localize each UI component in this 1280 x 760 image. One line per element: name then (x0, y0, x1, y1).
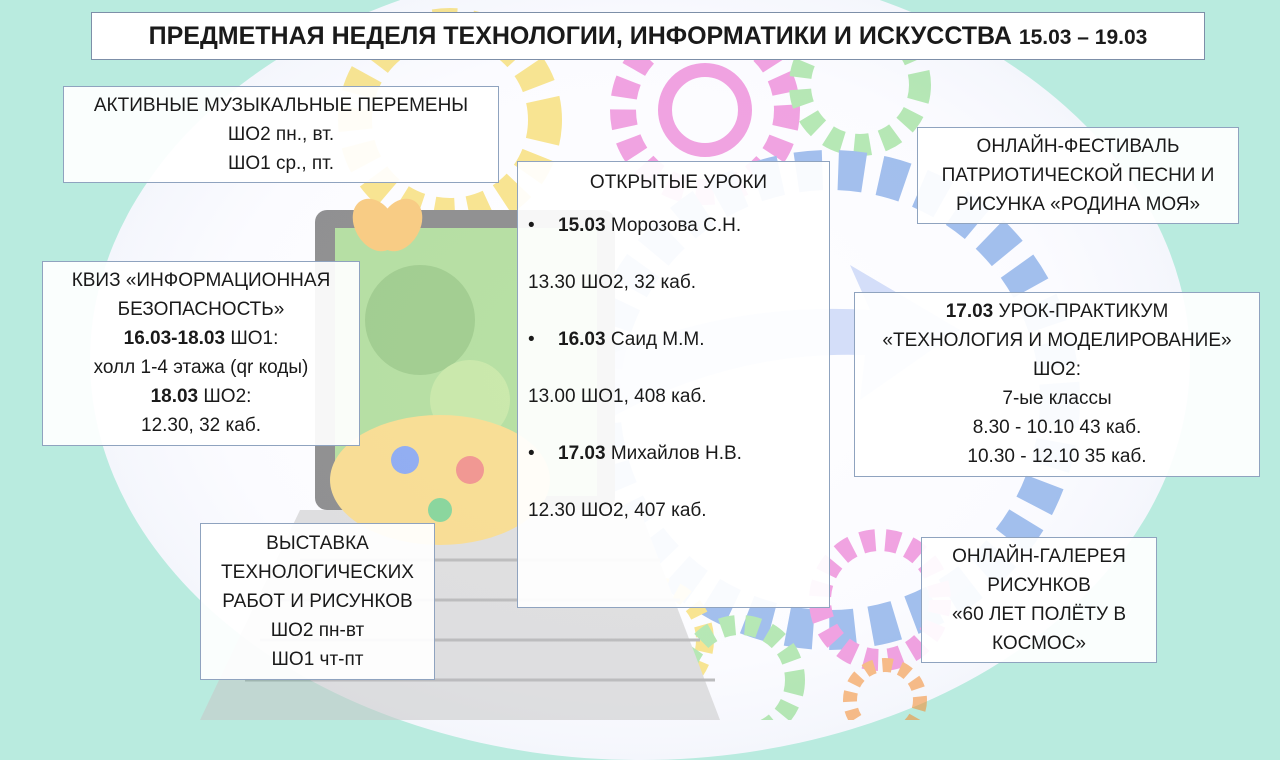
lesson-time: 12.30 ШО2, 407 каб. (528, 500, 707, 521)
lesson-time: 13.30 ШО2, 32 каб. (528, 272, 697, 293)
music-heading: АКТИВНЫЕ МУЗЫКАЛЬНЫЕ ПЕРЕМЕНЫ (93, 95, 469, 116)
quiz-school: ШО1: (225, 328, 279, 349)
festival-line1: ОНЛАЙН-ФЕСТИВАЛЬ (976, 136, 1180, 157)
exhibition-schedule-sho2: ШО2 пн-вт (270, 620, 365, 641)
quiz-date-sho2 (43, 382, 359, 411)
festival-line2: ПАТРИОТИЧЕСКОЙ ПЕСНИ И (941, 165, 1215, 186)
gallery-line1: ОНЛАЙН-ГАЛЕРЕЯ (952, 546, 1126, 567)
workshop-type: УРОК-ПРАКТИКУМ (993, 301, 1169, 322)
list-item (528, 439, 829, 496)
quiz-location: холл 1-4 этажа (qr коды) (93, 357, 309, 378)
lesson-date: 15.03 (558, 215, 606, 236)
quiz-card (42, 261, 360, 446)
quiz-title-line2: БЕЗОПАСНОСТЬ» (117, 299, 285, 320)
exhibition-line2: ТЕХНОЛОГИЧЕСКИХ (221, 562, 414, 583)
page-title (91, 12, 1205, 60)
quiz-title-line1: КВИЗ «ИНФОРМАЦИОННАЯ (71, 270, 331, 291)
bullet: • (528, 329, 535, 350)
workshop-time2: 10.30 - 12.10 35 каб. (967, 446, 1147, 467)
exhibition-line3: РАБОТ И РИСУНКОВ (222, 591, 413, 612)
quiz-time: 12.30, 32 каб. (141, 415, 261, 436)
festival-line3: РИСУНКА «РОДИНА МОЯ» (955, 194, 1201, 215)
festival-card (917, 127, 1239, 224)
workshop-grade: 7-ые классы (1002, 388, 1112, 409)
workshop-date: 17.03 (945, 301, 994, 322)
workshop-card (854, 292, 1260, 477)
gallery-line4: КОСМОС» (991, 633, 1087, 654)
quiz-date: 18.03 (150, 386, 199, 407)
exhibition-line1: ВЫСТАВКА (266, 533, 369, 554)
music-schedule-sho2: ШО2 пн., вт. (227, 124, 335, 145)
list-item (528, 211, 829, 268)
music-breaks-card (63, 86, 499, 183)
workshop-time1: 8.30 - 10.10 43 каб. (972, 417, 1142, 438)
bullet: • (528, 443, 535, 464)
open-lessons-heading: ОТКРЫТЫЕ УРОКИ (589, 172, 768, 193)
gallery-line2: РИСУНКОВ (987, 575, 1091, 596)
gear-icon (850, 665, 920, 720)
workshop-line1 (855, 297, 1259, 326)
exhibition-card (200, 523, 435, 680)
quiz-school: ШО2: (198, 386, 252, 407)
title-dates: 15.03 – 19.03 (1018, 26, 1148, 49)
exhibition-schedule-sho1: ШО1 чт-пт (271, 649, 364, 670)
list-item (528, 325, 829, 382)
bullet: • (528, 215, 535, 236)
lesson-teacher: Михайлов Н.В. (605, 443, 742, 464)
lesson-teacher: Морозова С.Н. (605, 215, 742, 236)
quiz-date-sho1 (43, 324, 359, 353)
open-lessons-card (517, 161, 830, 608)
quiz-date: 16.03-18.03 (123, 328, 226, 349)
lesson-date: 17.03 (558, 443, 606, 464)
gallery-card (921, 537, 1157, 663)
music-schedule-sho1: ШО1 ср., пт. (227, 153, 335, 174)
lesson-date: 16.03 (558, 329, 606, 350)
lesson-time: 13.00 ШО1, 408 каб. (528, 386, 707, 407)
gallery-line3: «60 ЛЕТ ПОЛЁТУ В (951, 604, 1126, 625)
gear-icon (665, 70, 745, 150)
lesson-teacher: Саид М.М. (605, 329, 705, 350)
workshop-school: ШО2: (1032, 359, 1082, 380)
title-text: ПРЕДМЕТНАЯ НЕДЕЛЯ ТЕХНОЛОГИИ, ИНФОРМАТИКИ И ИСКУССТВА (148, 22, 1012, 50)
workshop-title: «ТЕХНОЛОГИЯ И МОДЕЛИРОВАНИЕ» (882, 330, 1232, 351)
